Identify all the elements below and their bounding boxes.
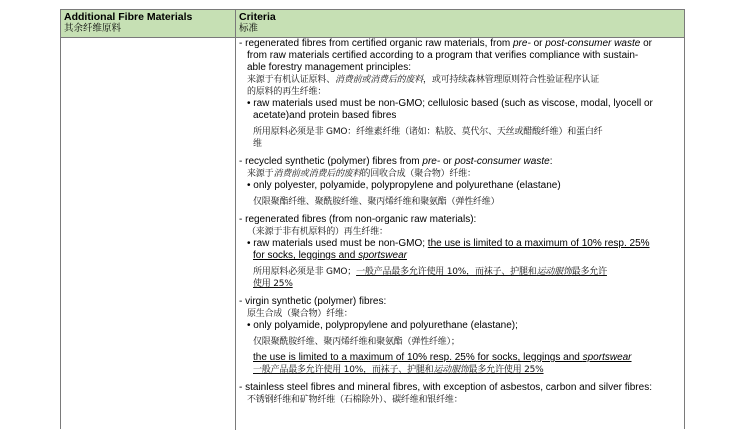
s1-zh2: 的原料的再生纤维： <box>247 87 327 97</box>
s2-bullet-zh1: 仅限聚酯纤维、聚酰胺纤维、聚丙烯纤维和聚氨酯（弹性纤维） <box>253 197 500 207</box>
s2-zh1: 来源于消费前或消费后的废料的回收合成（聚合物）纤维： <box>247 169 476 179</box>
s3-bullet1: • raw materials used must be non-GMO; the use is limited to a maximum of 10% resp. 25% <box>247 238 650 249</box>
s2-line1: - recycled synthetic (polymer) fibres from pre- or post-consumer waste: <box>239 156 553 167</box>
s3-bullet-zh1: 所用原料必须是非 GMO；一般产品最多允许使用 10%，而袜子、护腿和运动服饰最多允许 <box>253 267 607 277</box>
header-fibre-materials <box>64 11 192 35</box>
s4-limit-line: the use is limited to a maximum of 10% resp. 25% for socks, leggings and sportswear <box>253 352 632 363</box>
criteria-table <box>60 9 685 429</box>
s1-bullet2: acetate)and protein based fibres <box>253 110 397 121</box>
s3-zh1: （来源于非有机原料的）再生纤维： <box>247 227 388 237</box>
s1-bullet1: • raw materials used must be non-GMO; cellulosic based (such as viscose, modal, lyocell or <box>247 98 653 109</box>
criteria-cell <box>239 38 684 406</box>
header-criteria-en: Criteria <box>239 11 276 23</box>
s1-bullet-zh1: 所用原料必须是非 GMO：纤维素纤维（诸如：粘胶、莫代尔、天丝或醋酸纤维）和蛋白纤 <box>253 127 603 137</box>
s1-line3: able forestry management principles: <box>247 62 411 73</box>
s1-line2: from raw materials certified according to a program that verifies compliance with sustain- <box>247 50 639 61</box>
s3-bullet2: for socks, leggings and sportswear <box>253 250 407 261</box>
header-fibre-materials-en: Additional Fibre Materials <box>64 11 193 23</box>
s4-line1: - virgin synthetic (polymer) fibres: <box>239 296 387 307</box>
s4-limit-zh: 一般产品最多允许使用 10%，而袜子、护腿和运动服饰最多允许使用 25% <box>253 365 544 375</box>
s5-line1: - stainless steel fibres and mineral fibres, with exception of asbestos, carbon and silver fibres: <box>239 382 652 393</box>
s4-bullet-zh1: 仅限聚酰胺纤维、聚丙烯纤维和聚氨酯（弹性纤维）； <box>253 337 460 347</box>
s5-zh1: 不锈钢纤维和矿物纤维（石棉除外）、碳纤维和银纤维： <box>247 395 463 405</box>
s2-bullet1: • only polyester, polyamide, polypropylene and polyurethane (elastane) <box>247 180 561 191</box>
s1-bullet-zh2: 维 <box>253 139 262 149</box>
column-divider <box>235 10 236 430</box>
s4-zh1: 原生合成（聚合物）纤维： <box>247 309 353 319</box>
s3-bullet-zh2: 使用 25% <box>253 279 293 289</box>
header-criteria <box>239 11 276 35</box>
s1-line1: - regenerated fibres from certified organic raw materials, from pre- or post-consumer waste or <box>239 38 652 49</box>
s4-bullet1: • only polyamide, polypropylene and polyurethane (elastane); <box>247 320 518 331</box>
header-criteria-zh: 标准 <box>239 23 259 34</box>
s1-zh1: 来源于有机认证原料、消费前或消费后的废料，或可持续森林管理原则符合性验证程序认证 <box>247 75 600 85</box>
s3-line1: - regenerated fibres (from non-organic raw materials): <box>239 214 477 225</box>
header-fibre-materials-zh: 其余纤维原料 <box>64 23 122 34</box>
